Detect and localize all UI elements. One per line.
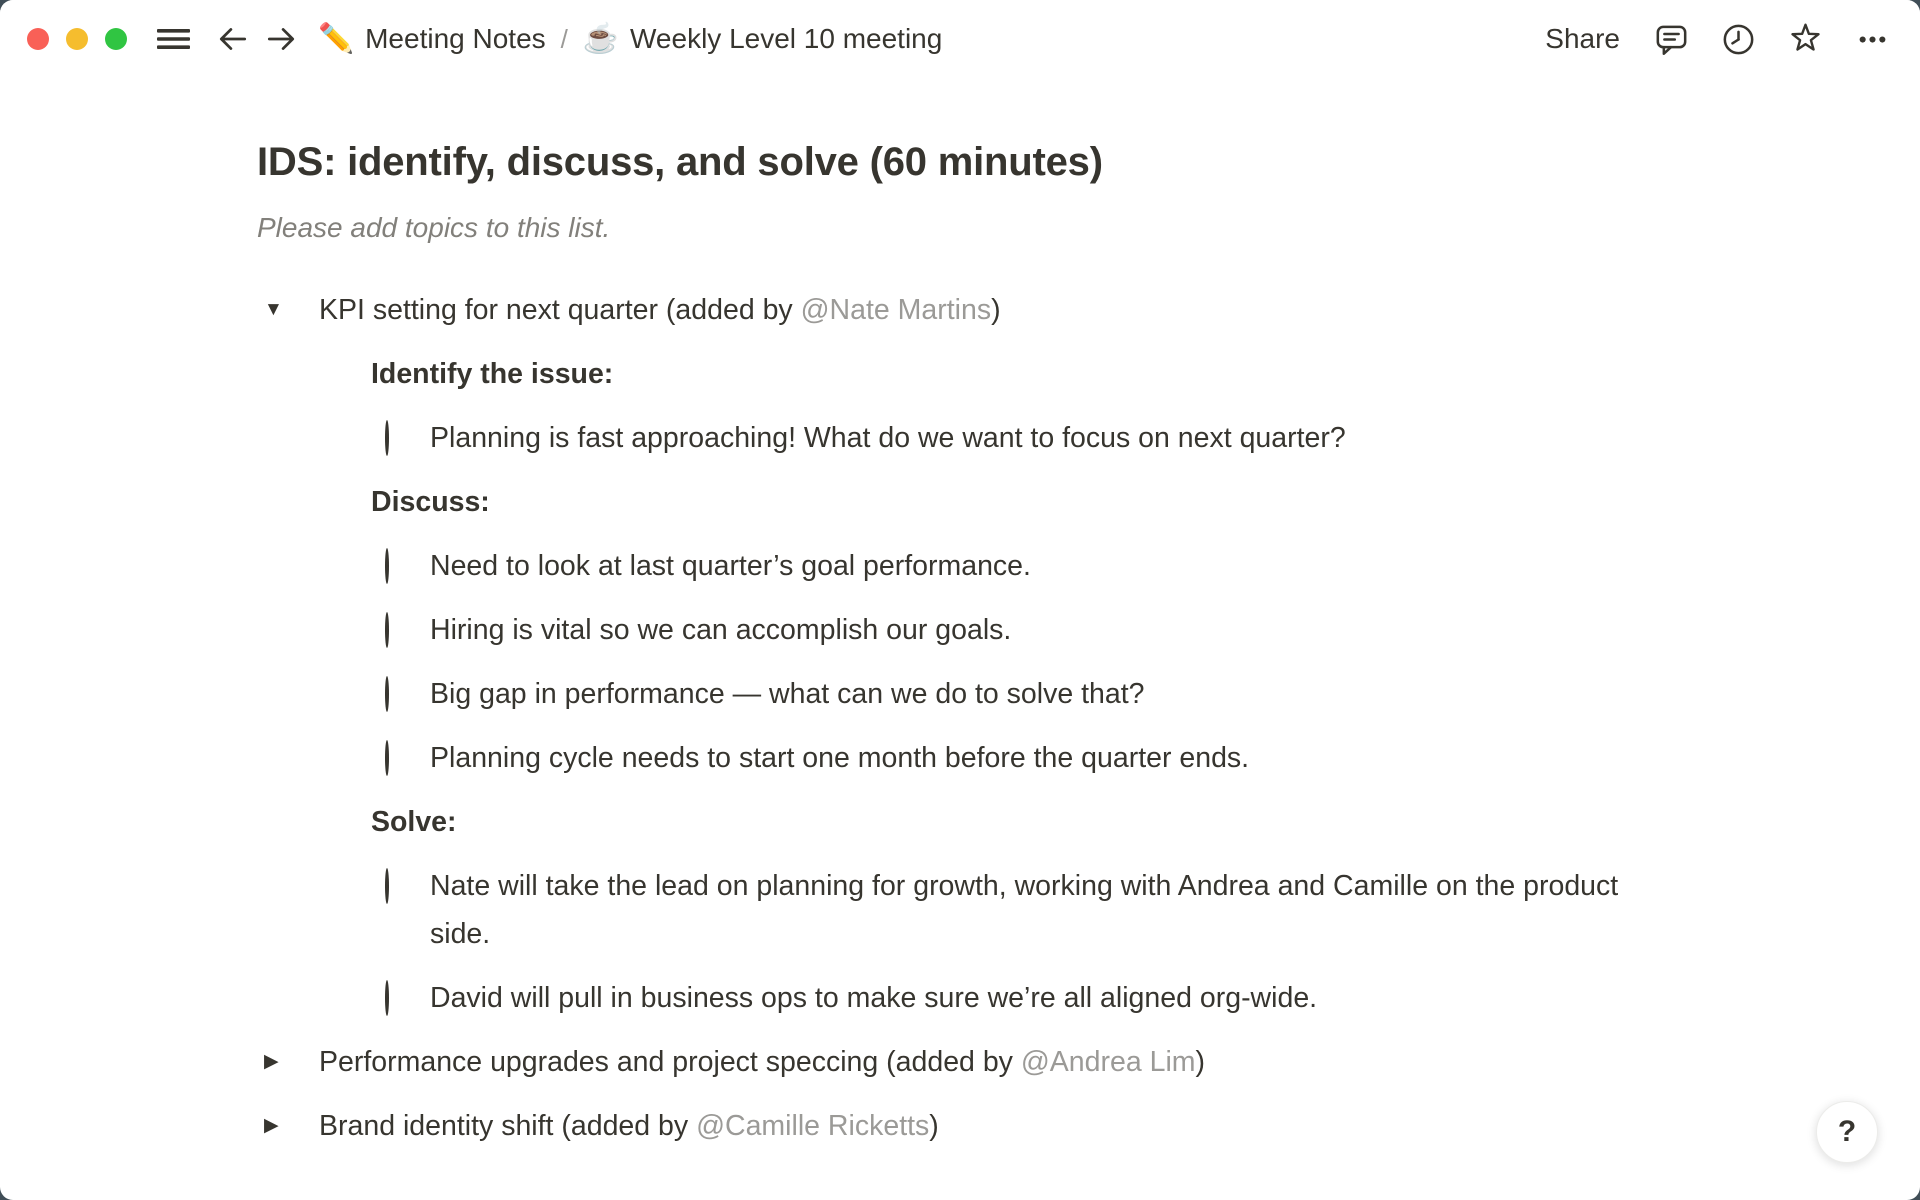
sub-bullet-text: Nate will take the lead on planning for growth, working with Andrea and Camille on the product side. bbox=[430, 870, 1619, 950]
sub-bullet-item[interactable] bbox=[371, 606, 1629, 654]
topbar-actions bbox=[1654, 22, 1890, 57]
sidebar-menu-button[interactable] bbox=[155, 24, 192, 54]
toggle-text bbox=[319, 1038, 1629, 1086]
traffic-lights bbox=[27, 28, 127, 50]
sub-bullet-item[interactable] bbox=[371, 734, 1629, 782]
breadcrumb-item-weekly-meeting[interactable] bbox=[583, 23, 942, 55]
toggle-text bbox=[319, 286, 1629, 334]
sub-bullet-item[interactable] bbox=[371, 862, 1629, 958]
updates-button[interactable] bbox=[1721, 22, 1756, 57]
close-button[interactable] bbox=[27, 28, 49, 50]
breadcrumb-label: Weekly Level 10 meeting bbox=[630, 23, 943, 54]
bullet-label: Discuss: bbox=[371, 486, 490, 518]
comments-button[interactable] bbox=[1654, 22, 1689, 57]
solve-children bbox=[371, 862, 1629, 1022]
toggle-block-brand[interactable] bbox=[257, 1102, 1629, 1150]
sub-bullet-text: David will pull in business ops to make sure we’re all aligned org-wide. bbox=[430, 982, 1318, 1014]
mention-camille-ricketts[interactable]: @Camille Ricketts bbox=[696, 1110, 930, 1142]
bullet-identify[interactable] bbox=[319, 350, 1629, 398]
help-button[interactable]: ? bbox=[1816, 1101, 1878, 1163]
toggle-open-icon[interactable]: ▼ bbox=[264, 299, 283, 320]
toggle-text-pre: Brand identity shift (added by bbox=[319, 1110, 697, 1142]
circle-bullet-icon bbox=[371, 414, 430, 462]
pencil-icon: ✏️ bbox=[318, 22, 355, 55]
fullscreen-button[interactable] bbox=[105, 28, 127, 50]
toggle-text-post: ) bbox=[1195, 1046, 1206, 1078]
ellipsis-icon bbox=[1855, 22, 1890, 57]
circle-bullet-icon bbox=[371, 606, 430, 654]
forward-arrow-icon bbox=[264, 22, 298, 56]
identify-children bbox=[371, 414, 1629, 462]
page-subtitle[interactable]: Please add topics to this list. bbox=[257, 212, 611, 243]
breadcrumb-separator: / bbox=[560, 23, 568, 54]
bullet-icon bbox=[319, 350, 371, 398]
circle-bullet-icon bbox=[371, 542, 430, 590]
hamburger-icon bbox=[155, 24, 192, 54]
back-button[interactable] bbox=[216, 22, 250, 56]
circle-bullet-icon bbox=[371, 862, 430, 958]
toggle-block-performance[interactable] bbox=[257, 1038, 1629, 1086]
toggle-text-post: ) bbox=[991, 294, 1001, 326]
toggle-block-kpi[interactable] bbox=[257, 286, 1629, 334]
more-button[interactable] bbox=[1855, 22, 1890, 57]
window-topbar bbox=[0, 0, 1920, 78]
sub-bullet-text: Planning is fast approaching! What do we want to focus on next quarter? bbox=[430, 422, 1346, 454]
clock-icon bbox=[1721, 22, 1756, 57]
minimize-button[interactable] bbox=[66, 28, 88, 50]
breadcrumb-item-meeting-notes[interactable] bbox=[318, 23, 546, 55]
circle-bullet-icon bbox=[371, 974, 430, 1022]
toggle-closed-icon[interactable]: ▶ bbox=[264, 1051, 279, 1072]
bullet-solve[interactable] bbox=[319, 798, 1629, 846]
toggle-text-pre: KPI setting for next quarter (added by bbox=[319, 294, 801, 326]
sub-bullet-item[interactable] bbox=[371, 414, 1629, 462]
bullet-label: Solve: bbox=[371, 806, 457, 838]
discuss-children bbox=[371, 542, 1629, 782]
circle-bullet-icon bbox=[371, 670, 430, 718]
favorite-button[interactable] bbox=[1788, 22, 1823, 57]
bullet-icon bbox=[319, 798, 371, 846]
forward-button[interactable] bbox=[264, 22, 298, 56]
bullet-discuss[interactable] bbox=[319, 478, 1629, 526]
share-button[interactable]: Share bbox=[1545, 23, 1620, 54]
toggle-text bbox=[319, 1102, 1629, 1150]
sub-bullet-text: Planning cycle needs to start one month before the quarter ends. bbox=[430, 742, 1250, 774]
sub-bullet-text: Big gap in performance — what can we do to solve that? bbox=[430, 678, 1145, 710]
circle-bullet-icon bbox=[371, 734, 430, 782]
toggle-kpi-children bbox=[319, 350, 1629, 1022]
toggle-closed-icon[interactable]: ▶ bbox=[264, 1115, 279, 1136]
page-title[interactable]: IDS: identify, discuss, and solve (60 minutes) bbox=[257, 140, 1103, 184]
toggle-text-post: ) bbox=[929, 1110, 939, 1142]
sub-bullet-item[interactable] bbox=[371, 542, 1629, 590]
comment-icon bbox=[1654, 22, 1689, 57]
star-icon bbox=[1788, 22, 1823, 57]
coffee-icon: ☕ bbox=[582, 22, 619, 55]
toggle-text-pre: Performance upgrades and project speccing (added by bbox=[319, 1046, 1021, 1078]
breadcrumb bbox=[318, 23, 942, 55]
sub-bullet-item[interactable] bbox=[371, 974, 1629, 1022]
sub-bullet-item[interactable] bbox=[371, 670, 1629, 718]
breadcrumb-label: Meeting Notes bbox=[365, 23, 546, 54]
mention-andrea-lim[interactable]: @Andrea Lim bbox=[1020, 1046, 1196, 1078]
sub-bullet-text: Need to look at last quarter’s goal performance. bbox=[430, 550, 1031, 582]
bullet-label: Identify the issue: bbox=[371, 358, 614, 390]
page-content bbox=[0, 78, 1629, 1150]
sub-bullet-text: Hiring is vital so we can accomplish our goals. bbox=[430, 614, 1012, 646]
mention-nate-martins[interactable]: @Nate Martins bbox=[800, 294, 992, 326]
bullet-icon bbox=[319, 478, 371, 526]
back-arrow-icon bbox=[216, 22, 250, 56]
